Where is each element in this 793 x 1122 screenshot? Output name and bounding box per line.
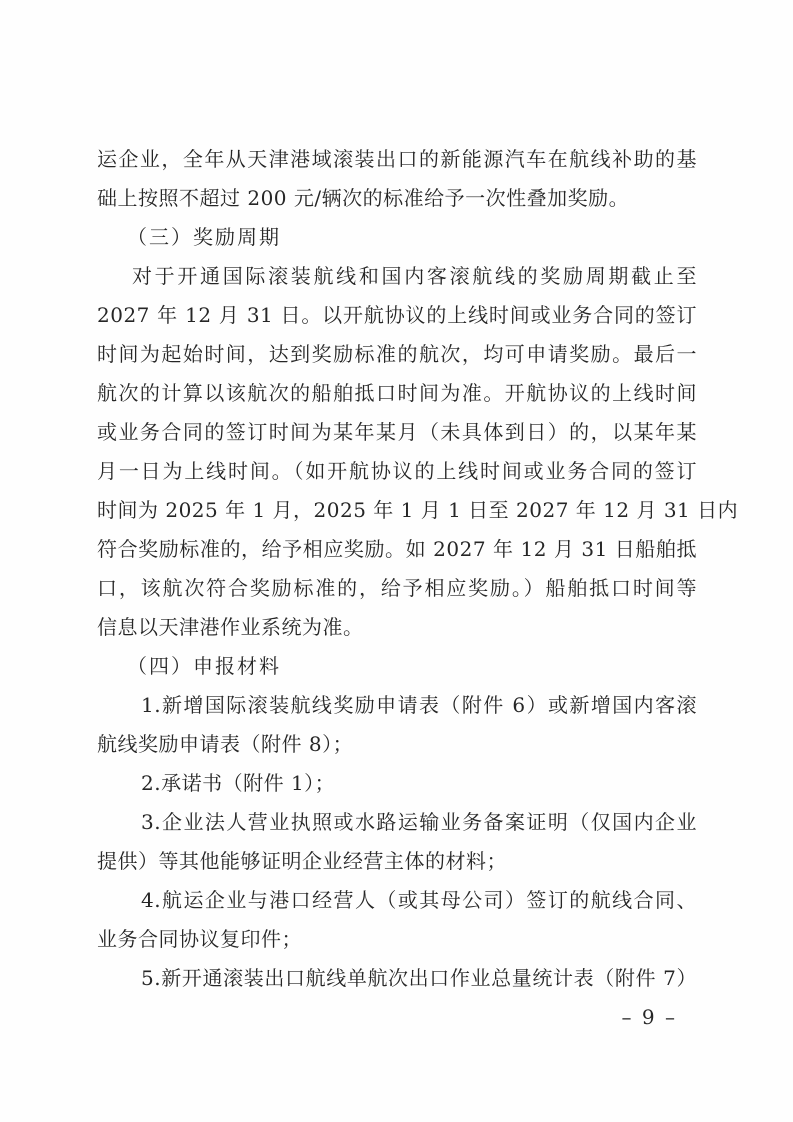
text-line: 3.企业法人营业执照或水路运输业务备案证明（仅国内企业 [141, 810, 697, 834]
text-line: 航次的计算以该航次的船舶抵口时间为准。开航协议的上线时间 [97, 381, 697, 405]
text-line: 1.新增国际滚装航线奖励申请表（附件 6）或新增国内客滚 [141, 693, 697, 717]
text-line: 2027 年 12 月 31 日。以开航协议的上线时间或业务合同的签订 [97, 303, 697, 327]
section-heading: （四）申报材料 [127, 654, 281, 678]
text-line: 4.航运企业与港口经营人（或其母公司）签订的航线合同、 [141, 888, 697, 912]
text-line: 口，该航次符合奖励标准的，给予相应奖励。）船舶抵口时间等 [97, 576, 697, 600]
text-line: 月一日为上线时间。（如开航协议的上线时间或业务合同的签订 [97, 459, 697, 483]
text-line: 航线奖励申请表（附件 8）； [97, 732, 354, 756]
text-line: 提供）等其他能够证明企业经营主体的材料； [97, 849, 507, 873]
text-line: 时间为起始时间，达到奖励标准的航次，均可申请奖励。最后一 [97, 342, 697, 366]
page-number: – 9 – [621, 1005, 677, 1029]
text-line: 业务合同协议复印件； [97, 927, 302, 951]
text-line: 础上按照不超过 200 元/辆次的标准给予一次性叠加奖励。 [97, 186, 630, 210]
text-line: 5.新开通滚装出口航线单航次出口作业总量统计表（附件 7） [141, 966, 697, 990]
text-line: 符合奖励标准的，给予相应奖励。如 2027 年 12 月 31 日船舶抵 [97, 537, 697, 561]
section-heading: （三）奖励周期 [127, 225, 281, 249]
text-line: 或业务合同的签订时间为某年某月（未具体到日）的，以某年某 [97, 420, 697, 444]
document-body [97, 140, 739, 998]
text-line: 信息以天津港作业系统为准。 [97, 615, 364, 639]
text-line: 对于开通国际滚装航线和国内客滚航线的奖励周期截止至 [132, 264, 697, 288]
text-line: 2.承诺书（附件 1）； [141, 771, 336, 795]
text-line: 运企业，全年从天津港域滚装出口的新能源汽车在航线补助的基 [97, 147, 697, 171]
text-line: 时间为 2025 年 1 月，2025 年 1 月 1 日至 2027 年 12 月 31 日内 [97, 498, 739, 522]
